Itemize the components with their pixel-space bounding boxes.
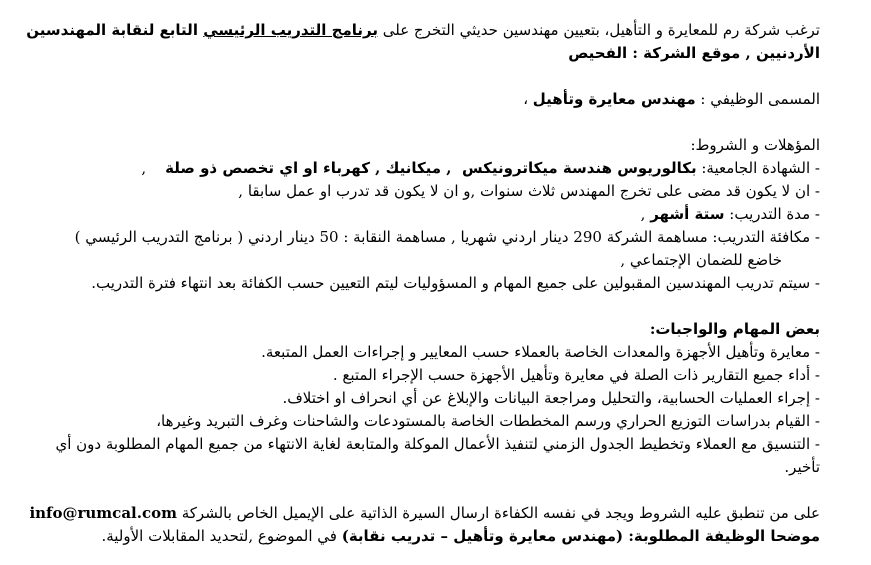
company-location: الأردنيين , موقع الشركة : الفحيص bbox=[568, 44, 820, 62]
text-segment: - ان لا يكون قد مضى على تخرج المهندس ثلاث سنوات ,و ان لا يكون قد تدرب او عمل سابقا , bbox=[238, 182, 820, 200]
application-line-2 bbox=[28, 525, 820, 548]
email-subject-instruction: موضحا الوظيفة المطلوبة: (مهندس معايرة وتأهيل – تدريب نقابة) bbox=[341, 527, 820, 545]
text-segment: ترغب شركة رم للمعايرة و التأهيل، بتعيين مهندسين حديثي التخرج على bbox=[377, 21, 820, 39]
blank-line bbox=[28, 295, 820, 318]
text-segment: - مكافئة التدريب: مساهمة الشركة 290 دينار اردني شهريا , مساهمة النقابة : 50 دينار اردني ( برنامج التدريب الرئيسي ) bbox=[74, 228, 820, 246]
blank-line bbox=[28, 65, 820, 88]
text-segment: بكالوريوس هندسة ميكاترونيكس , ميكانيك , كهرباء او اي تخصص ذو صلة bbox=[165, 159, 697, 177]
intro-line-2 bbox=[28, 42, 820, 65]
text-segment: - أداء جميع التقارير ذات الصلة في معايرة وتأهيل الأجهزة حسب الإجراء المتبع . bbox=[332, 366, 820, 384]
text-segment: - التنسيق مع العملاء وتخطيط الجدول الزمني لتنفيذ الأعمال الموكلة والمتابعة لغاية الانتهاء من جميع المهام المطلوبة دون أي bbox=[55, 435, 820, 453]
qualification-item-stipend-line-1 bbox=[28, 226, 820, 249]
text-segment: - معايرة وتأهيل الأجهزة والمعدات الخاصة بالعملاء حسب المعايير و إجراءات العمل المتبعة. bbox=[261, 343, 820, 361]
text-segment: - سيتم تدريب المهندسين المقبولين على جميع المهام و المسؤوليات ليتم التعيين حسب الكفائة بعد انتهاء فترة التدريب. bbox=[91, 274, 820, 292]
qualification-item-degree bbox=[28, 157, 820, 180]
duties-heading bbox=[28, 318, 820, 341]
qualification-item-stipend-line-2 bbox=[28, 249, 820, 272]
text-segment: بعض المهام والواجبات: bbox=[649, 320, 820, 338]
training-duration: ستة أشهر bbox=[650, 205, 725, 223]
email-address: info@rumcal.com bbox=[29, 504, 177, 522]
text-segment: , bbox=[141, 159, 166, 177]
duty-item-calibration bbox=[28, 341, 820, 364]
qualification-item-hiring bbox=[28, 272, 820, 295]
blank-line bbox=[28, 479, 820, 502]
job-title-line bbox=[28, 88, 820, 111]
qualification-item-duration bbox=[28, 203, 820, 226]
text-segment: ، bbox=[523, 90, 533, 108]
text-segment: التابع لنقابة المهندسين bbox=[26, 21, 204, 39]
blank-line bbox=[28, 111, 820, 134]
text-segment: - القيام بدراسات التوزيع الحراري ورسم المخططات الخاصة بالمستودعات والشاحنات وغرف التبريد وغيرها، bbox=[156, 412, 820, 430]
text-segment: المسمى الوظيفي : bbox=[695, 90, 820, 108]
text-segment: - الشهادة الجامعية: bbox=[696, 159, 820, 177]
text-segment: تأخير. bbox=[784, 458, 820, 476]
text-segment: - إجراء العمليات الحسابية، والتحليل ومراجعة البيانات والإبلاغ عن أي انحراف او اختلاف. bbox=[282, 389, 820, 407]
duty-item-thermal-mapping bbox=[28, 410, 820, 433]
application-line-1 bbox=[28, 502, 820, 525]
qualification-item-graduation bbox=[28, 180, 820, 203]
intro-line-1 bbox=[28, 19, 820, 42]
duty-item-reports bbox=[28, 364, 820, 387]
duty-item-coordination-line-2 bbox=[28, 456, 820, 479]
text-segment: المؤهلات و الشروط: bbox=[690, 136, 820, 154]
text-segment: على من تنطبق عليه الشروط ويجد في نفسه الكفاءة ارسال السيرة الذاتية على الإيميل الخاص بالشركة bbox=[176, 504, 820, 522]
job-title: مهندس معايرة وتأهيل bbox=[532, 90, 696, 108]
duty-item-coordination-line-1 bbox=[28, 433, 820, 456]
text-segment: في الموضوع ,لتحديد المقابلات الأولية. bbox=[101, 527, 342, 545]
qualifications-heading bbox=[28, 134, 820, 157]
text-segment: , bbox=[640, 205, 651, 223]
duty-item-calculations bbox=[28, 387, 820, 410]
training-program-name: برنامج التدريب الرئيسي bbox=[203, 21, 378, 39]
text-segment: خاضع للضمان الإجتماعي , bbox=[620, 251, 782, 269]
text-segment: - مدة التدريب: bbox=[724, 205, 820, 223]
